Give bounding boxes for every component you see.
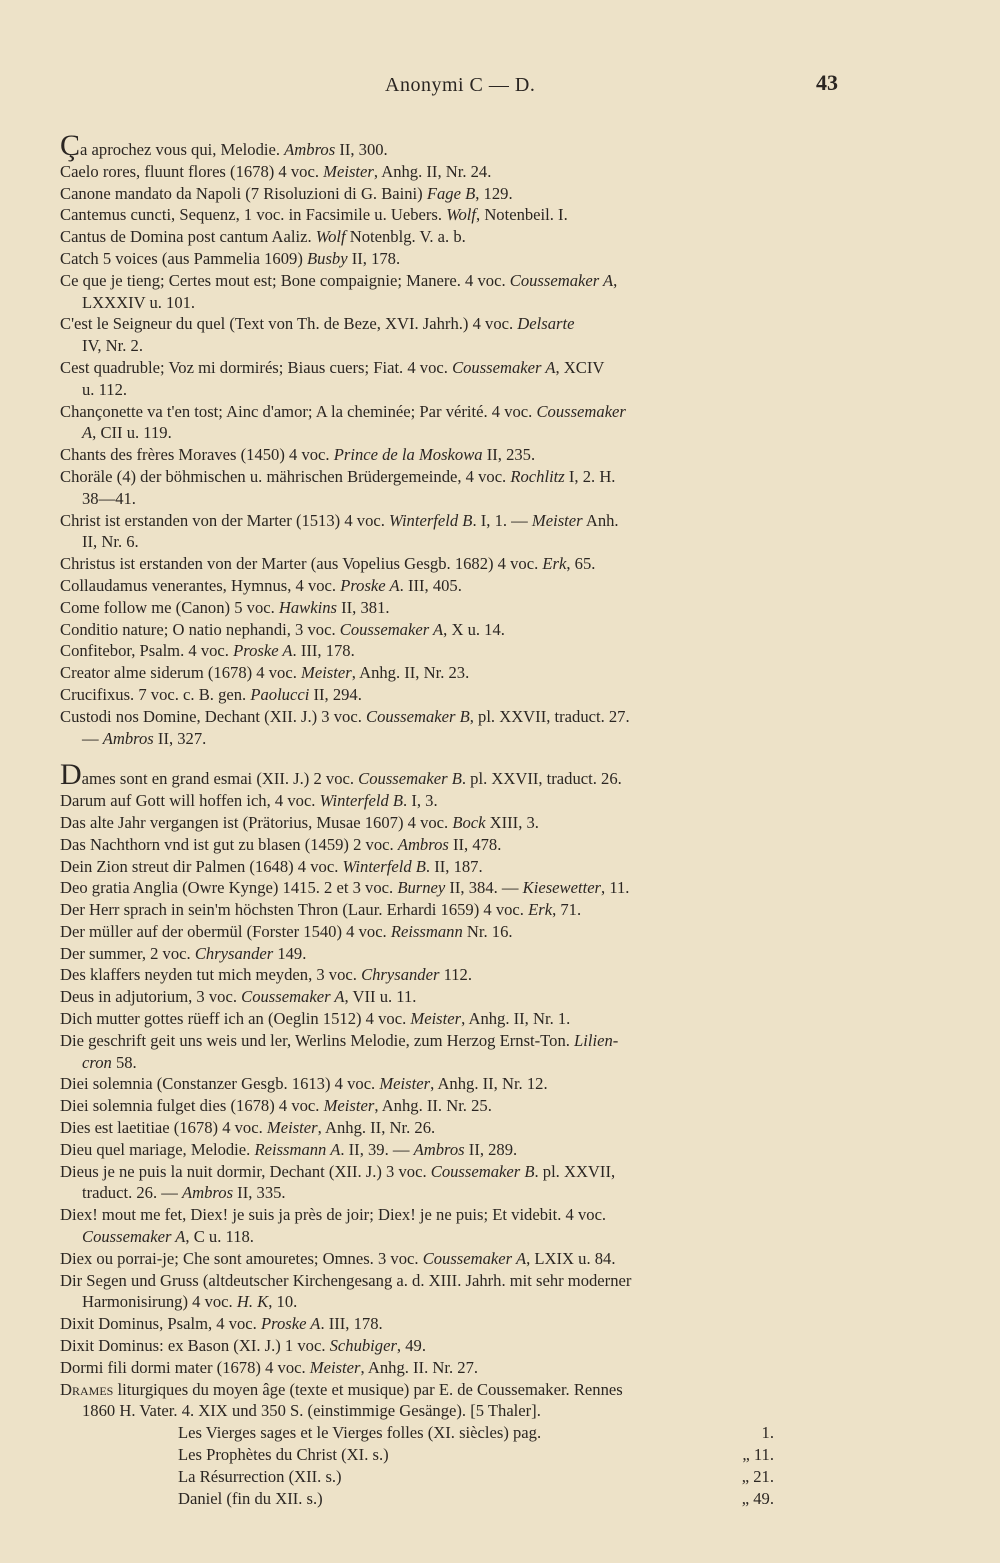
entry-citation: 1860 H. Vater. 4. XIX und 350 S. (einstimmige Gesänge). [5 Thaler]. — [82, 1401, 541, 1421]
contents-row — [178, 1422, 774, 1444]
entry-reference: Rochlitz — [510, 466, 565, 486]
catalog-entry — [60, 1313, 836, 1335]
entry-citation: II, 335. — [233, 1183, 286, 1203]
catalog-entry — [60, 834, 836, 856]
catalog-entry — [60, 790, 836, 812]
entry-title: Cest quadruble; Voz mi dormirés; Biaus cuers; Fiat. 4 voc. — [60, 357, 453, 377]
entry-title: Der summer, 2 voc. — [60, 943, 195, 963]
entry-reference: Wolf — [446, 205, 477, 225]
catalog-entry — [60, 1117, 836, 1139]
catalog-entry — [60, 640, 836, 662]
catalog-entry — [60, 510, 836, 554]
entry-title: Catch 5 voices (aus Pammelia 1609) — [60, 248, 308, 268]
entry-citation: , 65. — [566, 554, 596, 574]
entry-citation: . III, 405. — [399, 575, 462, 595]
catalog-entry — [60, 248, 836, 270]
entry-citation: XIII, 3. — [485, 812, 539, 832]
entry-citation: II, 294. — [309, 684, 362, 704]
entry-title: Christ ist erstanden von der Marter (1513) 4 voc. — [60, 510, 390, 530]
entry-citation: LXXXIV u. 101. — [82, 292, 196, 312]
entry-citation: II, 384. — — [445, 878, 523, 898]
entry-reference: Coussemaker — [536, 401, 626, 421]
contents-page: 1. — [761, 1423, 774, 1443]
entry-citation: , 129. — [475, 183, 513, 203]
entry-citation: . pl. XXVII, traduct. 26. — [461, 769, 622, 789]
entry-citation: , Anhg. II. Nr. 25. — [374, 1096, 492, 1116]
catalog-entry — [60, 1139, 836, 1161]
entry-citation: II, Nr. 6. — [82, 532, 139, 552]
catalog-entry — [60, 183, 836, 205]
entry-continuation — [60, 728, 836, 750]
entry-citation: , LXIX u. 84. — [526, 1248, 616, 1268]
catalog-entry — [60, 684, 836, 706]
entry-reference: Ambros — [284, 140, 336, 159]
entry-title: Cantemus cuncti, Sequenz, 1 voc. in Facsimile u. Uebers. — [60, 205, 447, 225]
entry-title: Crucifixus. 7 voc. c. B. gen. — [60, 684, 251, 704]
entry-continuation — [60, 1226, 836, 1248]
entry-citation: , pl. XXVII, traduct. 27. — [469, 706, 630, 726]
entry-reference: Schubiger — [329, 1336, 397, 1356]
catalog-entry — [60, 986, 836, 1008]
catalog-entry — [60, 964, 836, 986]
entry-title: Custodi nos Domine, Dechant (XII. J.) 3 voc. — [60, 706, 367, 726]
catalog-entry — [60, 1095, 836, 1117]
entry-reference: Ambros — [102, 728, 154, 748]
entry-title: Choräle (4) der böhmischen u. mährischen Brüdergemeinde, 4 voc. — [60, 466, 511, 486]
page-header — [0, 70, 1000, 102]
entry-reference: Meister — [323, 161, 374, 181]
entry-continuation — [60, 335, 836, 357]
entry-reference: Coussemaker A — [339, 619, 444, 639]
entry-title: Des klaffers neyden tut mich meyden, 3 voc. — [60, 965, 362, 985]
entry-continuation — [60, 1182, 836, 1204]
catalog-entry — [60, 401, 836, 445]
entry-reference: H. K — [236, 1292, 269, 1312]
entry-reference: Winterfeld B — [389, 510, 473, 530]
entry-title: Cantus de Domina post cantum Aaliz. — [60, 227, 316, 247]
entry-reference: Ambros — [182, 1183, 234, 1203]
entry-title: Diei solemnia fulget dies (1678) 4 voc. — [60, 1096, 324, 1116]
catalog-entry — [60, 706, 836, 750]
entry-citation: , Anhg. II, Nr. 24. — [373, 161, 492, 181]
entry-reference: Wolf — [315, 227, 346, 247]
catalog-entry — [60, 466, 836, 510]
entry-title: Diei solemnia (Constanzer Gesgb. 1613) 4 voc. — [60, 1074, 380, 1094]
catalog-entry — [60, 129, 836, 162]
entry-reference: Coussemaker A — [422, 1248, 527, 1268]
catalog-entry — [60, 1270, 836, 1314]
entry-reference: Meister — [410, 1009, 462, 1029]
contents-row — [178, 1466, 774, 1488]
entry-citation: I, 2. H. — [564, 466, 616, 486]
catalog-entry — [60, 597, 836, 619]
entry-reference: Meister — [531, 510, 583, 530]
entry-citation: , Anhg. II, Nr. 23. — [351, 663, 470, 683]
entry-citation: 149. — [273, 943, 307, 963]
entry-citation: . pl. XXVII, — [534, 1161, 616, 1181]
entry-title: Dieu quel mariage, Melodie. — [60, 1139, 255, 1159]
entry-title: Conditio nature; O natio nephandi, 3 voc. — [60, 619, 340, 639]
entry-title: Das alte Jahr vergangen ist (Prätorius, Musae 1607) 4 voc. — [60, 812, 453, 832]
page-number: 43 — [816, 70, 838, 95]
entry-reference: Reissmann A — [254, 1139, 341, 1159]
entry-title: Deo gratia Anglia (Owre Kynge) 1415. 2 et 3 voc. — [60, 878, 398, 898]
entry-citation: 58. — [111, 1052, 137, 1072]
entry-citation: , Anhg. II. Nr. 27. — [360, 1357, 479, 1377]
entry-citation: , Notenbeil. I. — [476, 205, 568, 225]
catalog-entry — [60, 877, 836, 899]
catalog-entry — [60, 357, 836, 401]
entry-reference: Meister — [309, 1357, 361, 1377]
entry-title: Come follow me (Canon) 5 voc. — [60, 597, 279, 617]
entry-reference: Coussemaker A — [241, 987, 345, 1007]
entry-title: Dich mutter gottes rüeff ich an (Oeglin 1512) 4 voc. — [60, 1009, 411, 1029]
entry-title: Dormi fili dormi mater (1678) 4 voc. — [60, 1357, 310, 1377]
catalog-entry — [60, 921, 836, 943]
entry-citation: II, 300. — [335, 140, 388, 159]
entry-citation: 38—41. — [82, 488, 136, 508]
entry-reference: Coussemaker A — [82, 1227, 186, 1247]
entry-reference: Coussemaker A — [509, 270, 614, 290]
entry-reference: Winterfeld B — [342, 856, 426, 876]
entry-continuation — [60, 1291, 836, 1313]
entry-citation: II, 178. — [347, 248, 401, 268]
catalog-entry — [60, 1379, 836, 1423]
entry-citation: II, 478. — [448, 834, 502, 854]
entry-continuation — [60, 488, 836, 510]
entry-reference: Meister — [266, 1118, 318, 1138]
entry-citation: , X u. 14. — [443, 619, 505, 639]
entry-reference: Meister — [379, 1074, 431, 1094]
catalog-entry — [60, 856, 836, 878]
entry-reference: Delsarte — [517, 314, 575, 334]
catalog-entry — [60, 1357, 836, 1379]
entry-reference: Paolucci — [250, 684, 310, 704]
entry-citation: , — [613, 270, 618, 290]
catalog-entry — [60, 812, 836, 834]
entry-title: Diex! mout me fet, Diex! je suis ja près de joir; Diex! je ne puis; Et videbit. 4 voc. — [60, 1205, 607, 1225]
entry-citation: . I, 3. — [403, 791, 438, 811]
contents-title: La Résurrection (XII. s.) — [178, 1466, 342, 1486]
entry-title: Chants des frères Moraves (1450) 4 voc. — [60, 445, 334, 465]
catalog-entry — [60, 1030, 836, 1074]
entry-reference: Ambros — [413, 1139, 465, 1159]
entry-citation: Harmonisirung) 4 voc. — [82, 1292, 237, 1312]
entry-reference: cron — [82, 1052, 112, 1072]
entry-citation: . II, 39. — — [340, 1139, 414, 1159]
entry-citation: traduct. 26. — — [82, 1183, 183, 1203]
entry-title: Deus in adjutorium, 3 voc. — [60, 987, 242, 1007]
entry-title: Diex ou porrai-je; Che sont amouretes; Omnes. 3 voc. — [60, 1248, 423, 1268]
entry-title: Der müller auf der obermül (Forster 1540) 4 voc. — [60, 921, 391, 941]
entry-reference: Reissmann — [390, 921, 463, 941]
contents-title: Les Vierges sages et le Vierges folles (XI. siècles) pag. — [178, 1423, 542, 1443]
entry-title: ames sont en grand esmai (XII. J.) 2 voc. — [81, 769, 359, 789]
catalog-entry — [60, 313, 836, 357]
contents-page: „ 11. — [742, 1445, 774, 1465]
entry-reference: Chrysander — [361, 965, 440, 985]
entry-citation: , VII u. 11. — [344, 987, 417, 1007]
catalog-entry — [60, 1335, 836, 1357]
entry-title: a aprochez vous qui, Melodie. — [80, 140, 285, 159]
entry-title: Christus ist erstanden von der Marter (aus Vopelius Gesgb. 1682) 4 voc. — [60, 554, 543, 574]
entry-title: Dein Zion streut dir Palmen (1648) 4 voc. — [60, 856, 343, 876]
drop-cap: D — [60, 758, 82, 792]
entry-citation: , XCIV — [555, 357, 605, 377]
contents-page: „ 49. — [741, 1488, 774, 1508]
catalog-entry — [60, 1073, 836, 1095]
drames-contents — [178, 1422, 774, 1509]
entry-title: liturgiques du moyen âge (texte et musique) par E. de Coussemaker. Rennes — [113, 1379, 623, 1399]
entry-reference: Proske A — [233, 641, 293, 661]
entry-continuation — [60, 1052, 836, 1074]
entry-reference: Coussemaker A — [452, 357, 556, 377]
entry-citation: , 49. — [396, 1336, 426, 1356]
catalog-content — [60, 129, 836, 1509]
entry-reference: Coussemaker B — [358, 769, 462, 789]
entry-title: Confitebor, Psalm. 4 voc. — [60, 641, 234, 661]
entry-citation: Notenblg. V. a. b. — [345, 227, 466, 247]
running-title: Anonymi C — D. — [385, 74, 536, 96]
entry-reference: Winterfeld B — [319, 791, 404, 811]
entry-citation: , 10. — [268, 1292, 298, 1312]
entry-title: Der Herr sprach in sein'm höchsten Thron (Laur. Erhardi 1659) 4 voc. — [60, 900, 529, 920]
catalog-entry — [60, 1008, 836, 1030]
entry-title: Collaudamus venerantes, Hymnus, 4 voc. — [60, 575, 341, 595]
entry-title: Dir Segen und Gruss (altdeutscher Kirchengesang a. d. XIII. Jahrh. mit sehr moderner — [60, 1270, 632, 1290]
entry-citation: — — [82, 728, 103, 748]
catalog-entry — [60, 204, 836, 226]
catalog-entry — [60, 226, 836, 248]
entry-title: Canone mandato da Napoli (7 Risoluzioni di G. Baini) — [60, 183, 427, 203]
contents-row — [178, 1444, 774, 1466]
entry-reference: Kiesewetter — [522, 878, 602, 898]
entry-citation: , Anhg. II, Nr. 1. — [461, 1009, 571, 1029]
entry-title: Caelo rores, fluunt flores (1678) 4 voc. — [60, 161, 324, 181]
catalog-entry — [60, 758, 836, 792]
entry-reference: Proske A — [340, 575, 400, 595]
catalog-entry — [60, 553, 836, 575]
catalog-entry — [60, 1161, 836, 1205]
entry-title: Creator alme siderum (1678) 4 voc. — [60, 663, 301, 683]
entry-reference: Meister — [323, 1096, 375, 1116]
entry-continuation — [60, 1400, 836, 1422]
entry-continuation — [60, 379, 836, 401]
entry-citation: , Anhg. II, Nr. 12. — [430, 1074, 548, 1094]
entry-reference: Coussemaker B — [430, 1161, 535, 1181]
catalog-entry — [60, 161, 836, 183]
entry-title: Dies est laetitiae (1678) 4 voc. — [60, 1118, 267, 1138]
entry-reference: Meister — [301, 663, 352, 683]
entry-citation: . III, 178. — [320, 1314, 383, 1334]
entry-citation: II, 327. — [153, 728, 207, 748]
entry-reference: Proske A — [260, 1314, 321, 1334]
contents-title: Les Prophètes du Christ (XI. s.) — [178, 1445, 389, 1465]
entry-citation: . III, 178. — [292, 641, 355, 661]
entry-citation: IV, Nr. 2. — [82, 336, 144, 356]
entry-citation: II, 235. — [482, 445, 536, 465]
catalog-entry — [60, 444, 836, 466]
contents-row — [178, 1488, 774, 1510]
entry-citation: , CII u. 119. — [92, 423, 172, 443]
entry-citation: u. 112. — [82, 379, 128, 399]
catalog-entry — [60, 575, 836, 597]
entry-citation: II, 289. — [464, 1139, 518, 1159]
entry-citation: Anh. — [582, 510, 619, 530]
entry-reference: Prince de la Moskowa — [333, 445, 483, 465]
entry-citation: , Anhg. II, Nr. 26. — [317, 1118, 436, 1138]
section-d — [60, 758, 836, 1422]
entry-continuation — [60, 422, 836, 444]
entry-reference: Coussemaker B — [366, 706, 470, 726]
entry-continuation — [60, 531, 836, 553]
catalog-entry — [60, 943, 836, 965]
contents-page: „ 21. — [741, 1466, 774, 1486]
entry-citation: . I, 1. — — [472, 510, 532, 530]
entry-citation: . II, 187. — [425, 856, 483, 876]
entry-reference: Erk — [528, 900, 553, 920]
entry-title: Das Nachthorn vnd ist gut zu blasen (1459) 2 voc. — [60, 834, 398, 854]
entry-reference: Hawkins — [278, 597, 337, 617]
entry-title: Dixit Dominus: ex Bason (XI. J.) 1 voc. — [60, 1336, 330, 1356]
catalog-entry — [60, 270, 836, 314]
entry-title: Die geschrift geit uns weis und ler, Werlins Melodie, zum Herzog Ernst-Ton. — [60, 1030, 575, 1050]
entry-reference: Fage B — [426, 183, 476, 203]
entry-reference: Bock — [452, 812, 486, 832]
entry-title: Dieus je ne puis la nuit dormir, Dechant (XII. J.) 3 voc. — [60, 1161, 431, 1181]
entry-citation: II, 381. — [336, 597, 390, 617]
entry-citation: 112. — [439, 965, 472, 985]
section-c — [60, 129, 836, 749]
entry-citation: Nr. 16. — [462, 921, 513, 941]
entry-citation: , C u. 118. — [185, 1227, 254, 1247]
entry-reference: Lilien- — [574, 1030, 619, 1050]
catalog-entry — [60, 899, 836, 921]
catalog-entry — [60, 1248, 836, 1270]
entry-reference: Ambros — [397, 834, 449, 854]
entry-reference: Busby — [307, 248, 348, 268]
contents-title: Daniel (fin du XII. s.) — [178, 1488, 323, 1508]
entry-citation: , 11. — [601, 878, 630, 898]
entry-title: Chançonette va t'en tost; Ainc d'amor; A la cheminée; Par vérité. 4 voc. — [60, 401, 537, 421]
entry-reference: Erk — [542, 554, 567, 574]
catalog-entry — [60, 662, 836, 684]
entry-reference: Chrysander — [194, 943, 274, 963]
entry-title: C'est le Seigneur du quel (Text von Th. de Beze, XVI. Jahrh.) 4 voc. — [60, 314, 518, 334]
entry-title: Darum auf Gott will hoffen ich, 4 voc. — [60, 791, 320, 811]
entry-reference: A — [82, 423, 93, 443]
catalog-entry — [60, 619, 836, 641]
entry-citation: , 71. — [552, 900, 582, 920]
entry-continuation — [60, 292, 836, 314]
catalog-entry — [60, 1204, 836, 1248]
entry-title-smallcaps: Drames — [60, 1379, 114, 1399]
drop-cap: Ç — [60, 129, 81, 162]
entry-reference: Burney — [397, 878, 446, 898]
entry-title: Dixit Dominus, Psalm, 4 voc. — [60, 1314, 261, 1334]
entry-title: Ce que je tieng; Certes mout est; Bone compaignie; Manere. 4 voc. — [60, 270, 510, 290]
